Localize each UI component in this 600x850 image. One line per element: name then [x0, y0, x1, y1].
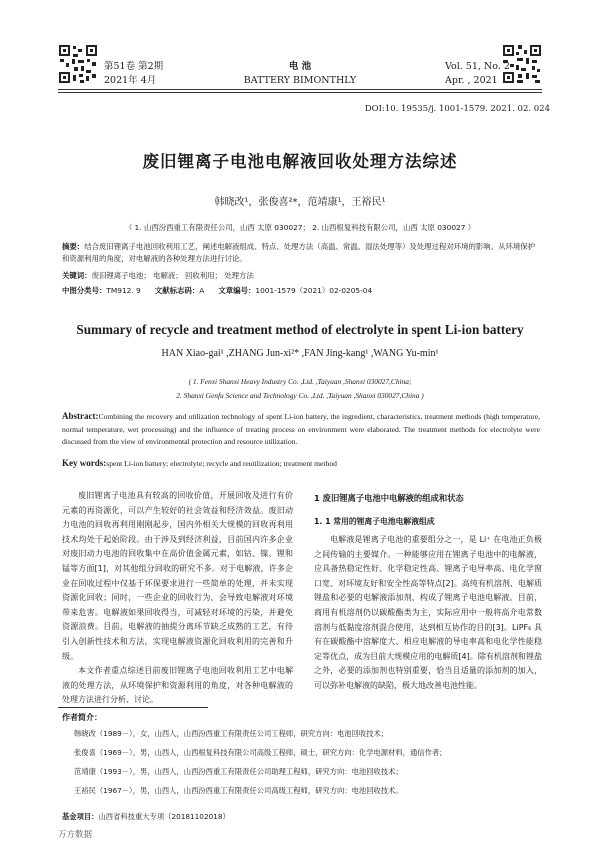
- qr-code-left: [58, 44, 98, 84]
- bio-entry: 张俊喜（1969－），男，山西人，山西根复科技有限公司高级工程师，硕士，研究方向：化学电源材料，通信作者；: [74, 748, 447, 757]
- body-left-column: [62, 489, 293, 708]
- keywords-cn: [62, 270, 540, 282]
- title-cn: 废旧锂离子电池电解液回收处理方法综述: [142, 152, 458, 171]
- abstract-cn-text: 结合废旧锂离子电池回收利用工艺，阐述电解液组成、特点、处理方法（高温、常温、湿法处理等）及处理过程对环境的影响。从环境保护和资源利用的角度，对电解液的各种处理方法进行讨论。: [62, 242, 536, 263]
- subsection-1-1-heading: 1. 1 常用的锂离子电池电解液组成: [314, 517, 435, 526]
- abstract-en: [62, 410, 540, 449]
- abstract-cn: [62, 241, 540, 265]
- keywords-cn-label: 关键词：: [62, 271, 92, 280]
- body-paragraph: 电解液是锂离子电池的重要组分之一，是 Li⁺ 在电池正负极之间传输的主要媒介。一种能够应用在锂离子电池中的电解液，应具备热稳定性好、化学稳定性高、锂离子电导率高、电化学窗口宽、对环境友好和安全性高等特点[2]。高纯有机溶剂、电解质锂盐和必要的电解液添加剂，构成了锂离子电池电解液。目前，商用有机溶剂仍以碳酸酯类为主，实际应用中一般将高介电常数溶剂与低黏度溶剂混合使用，达到相互协作的目的[3]。LiPF₆ 具有在碳酸酯中溶解度大、相应电解液的导电率高和电化学性能稳定等优点，成为目前大规模应用的电解质[4]。除有机溶剂和锂盐之外，必要的添加剂也特别重要，恰当且适量的添加剂的加入，可以弥补电解液的缺陷，极大地改善电池性能。: [314, 535, 542, 690]
- bio-separator: [58, 707, 208, 708]
- affiliations-cn: （ 1. 山西汾西重工有限责任公司，山西 太原 030027； 2. 山西根复科技有限公司，山西 太原 030027 ）: [124, 223, 476, 232]
- affiliation-en-2: 2. Shanxi Genfu Science and Technology Co. ,Ltd. ,Taiyuan ,Shanxi 030027,China ): [176, 391, 424, 400]
- header-journal-cn: 电 池: [288, 61, 312, 72]
- keywords-cn-text: 废旧锂离子电池； 电解液； 回收利用； 处理方法: [91, 271, 254, 280]
- abstract-en-label: Abstract:: [62, 411, 99, 421]
- clc-label: 中图分类号：: [62, 286, 107, 295]
- header-vol-issue-en: Vol. 51, No. 2: [445, 61, 510, 72]
- header-rule-top: [58, 89, 542, 90]
- doi: DOI:10. 19535/j. 1001-1579. 2021. 02. 024: [364, 104, 550, 114]
- bio-title: 作者简介：: [62, 713, 102, 722]
- abstract-cn-label: 摘要：: [62, 242, 85, 251]
- abstract-en-text: Combining the recovery and utilization technology of spent Li-ion battery, the ingredient, characteristics, treatment methods (high temperature, normal temperature, wet processing) and the influence of treating process on environment were elaborated. The treatment methods for electrolyte were discussed from the view of environmental protection and resource utilization.: [62, 412, 540, 446]
- header-rule-bottom: [58, 92, 542, 93]
- body-right-column: [314, 533, 542, 694]
- funding: [62, 812, 230, 822]
- classification-line: [62, 285, 540, 297]
- header-date-cn: 2021年 4月: [104, 75, 157, 86]
- title-en: Summary of recycle and treatment method of electrolyte in spent Li-ion battery: [76, 322, 524, 337]
- article-id-label: 文章编号：: [218, 286, 256, 295]
- doc-code-value: A: [199, 286, 205, 295]
- body-paragraph: 废旧锂离子电池具有较高的回收价值，开展回收及进行有价元素的再资源化，可以产生较好的社会效益和经济效益。废旧动力电池的回收再利用刚刚起步，国内外相关大规模的回收再利用技术均处于起始阶段。由于涉及到经济利益，目前国内许多企业对废旧动力电池的回收集中在高价值金属元素，如钴、镍、锂和锰等方面[1]，对其他组分回收的研究不多。对于电解液，许多企业在回收过程中仅基于环保要求进行一些简单的处理，并未实现资源化回收；同时，一些企业的回收行为，会导致电解液对环境带来危害。电解液如果回收得当，可减轻对环境的污染，并避免资源浪费。目前，电解液的抽提分离环节缺乏成熟的工艺，有待引入创新性技术和方法，实现电解液资源化回收利用的完善和升级。: [62, 491, 293, 661]
- bio-entry: 韩晓改（1989－），女，山西人，山西汾西重工有限责任公司工程师，研究方向：电池回收技术；: [74, 729, 389, 738]
- doc-code-label: 文献标志码：: [154, 286, 200, 295]
- authors-cn: 韩晓改¹，张俊喜²*，范靖康¹，王裕民¹: [214, 197, 386, 208]
- affiliation-en-1: ( 1. Fenxi Shanxi Heavy Industry Co. ,Ltd. ,Taiyuan ,Shanxi 030027,China;: [188, 377, 412, 386]
- footer-watermark: 万方数据: [58, 830, 93, 840]
- funding-label: 基金项目：: [62, 812, 99, 821]
- bio-entry: 王裕民（1967－），男，山西人，山西汾西重工有限责任公司高级工程师，研究方向：电池回收技术。: [74, 786, 403, 795]
- keywords-en-label: Key words:: [62, 458, 107, 468]
- header-vol-issue-cn: 第51卷 第2期: [104, 61, 164, 72]
- clc-value: TM912. 9: [106, 286, 141, 295]
- funding-text: 山西省科技重大专项（20181102018）: [98, 812, 230, 821]
- authors-en: HAN Xiao-gai¹ ,ZHANG Jun-xi²* ,FAN Jing-kang¹ ,WANG Yu-min¹: [161, 348, 439, 359]
- bio-entry: 范靖康（1993－），男，山西人，山西汾西重工有限责任公司助理工程师，研究方向：电池回收技术；: [74, 767, 403, 776]
- keywords-en-text: spent Li-ion battery; electrolyte; recycle and reutilization; treatment method: [106, 459, 337, 468]
- body-paragraph: 本文作者重点综述目前废旧锂离子电池回收利用工艺中电解液的处理方法，从环境保护和资源利用的角度，对各种电解液的处理方法进行分析、讨论。: [62, 666, 293, 705]
- keywords-en: [62, 458, 540, 468]
- section-1-heading: 1 废旧锂离子电池中电解液的组成和状态: [314, 493, 464, 503]
- header-date-en: Apr. , 2021: [445, 75, 498, 86]
- article-id-value: 1001-1579（2021）02-0205-04: [255, 286, 373, 295]
- header-journal-en: BATTERY BIMONTHLY: [243, 75, 357, 86]
